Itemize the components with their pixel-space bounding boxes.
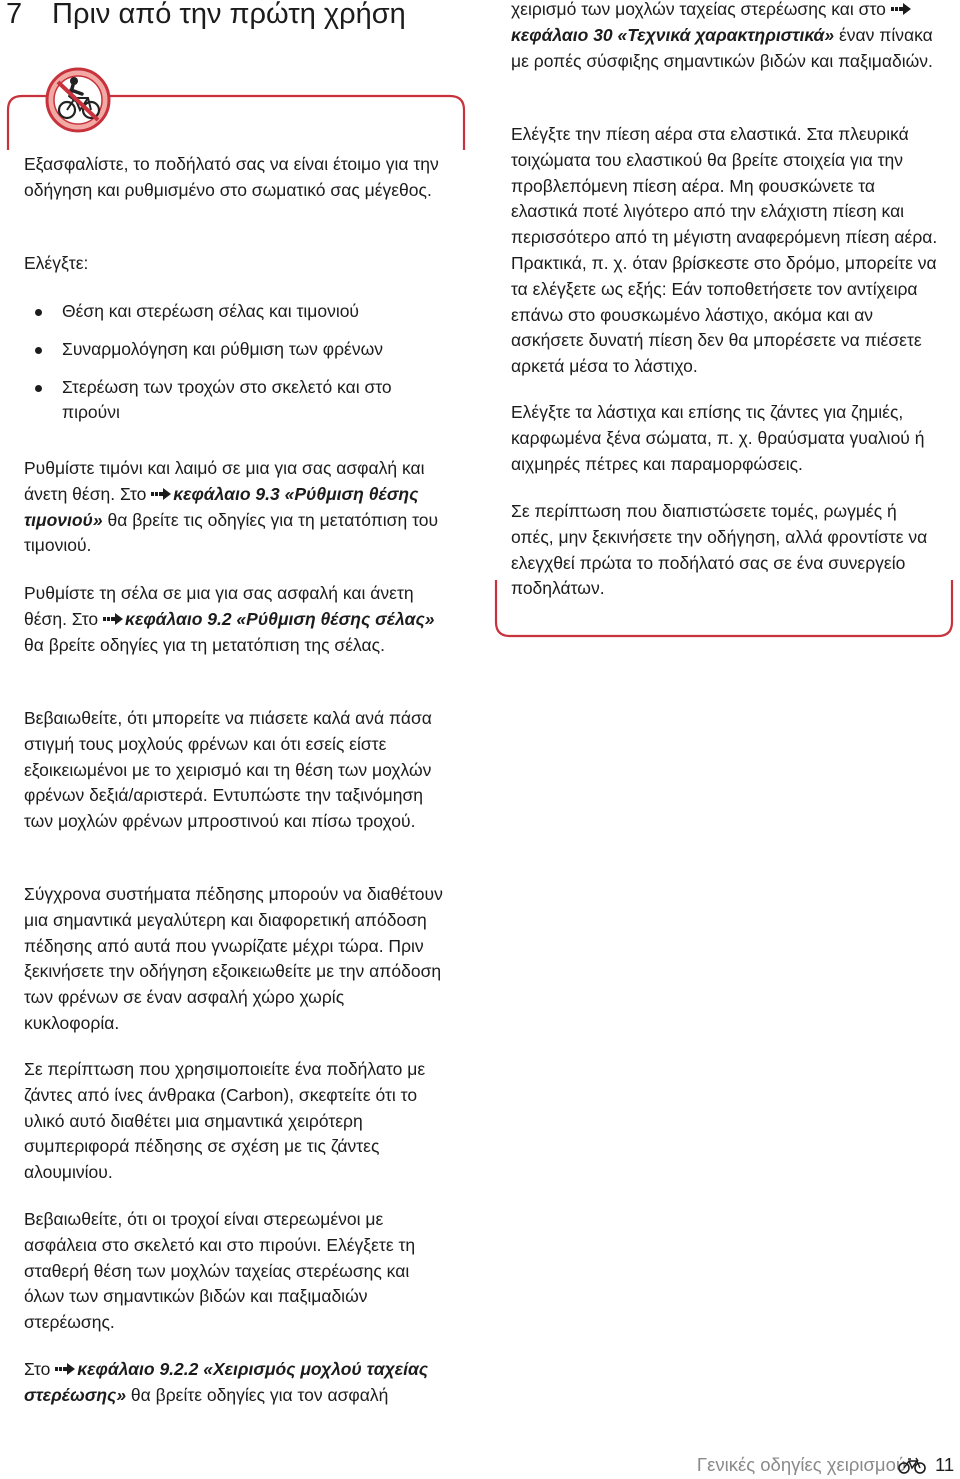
carbon-paragraph: Σε περίπτωση που χρησιμοποιείτε ένα ποδήλατο με ζάντες από ίνες άνθρακα (Carbon), σκεφτείτε ότι το υλικό αυτό διαθέτει μια σημαντικά χειρότερη συμπεριφορά πέδησης σε σχέση με τις ζάντες αλουμινίου.: [24, 1059, 426, 1183]
modern-brakes-paragraph: Σύγχρονα συστήματα πέδησης μπορούν να διαθέτουν μια σημαντικά μεγαλύτερη και διαφορετική απόδοση πέδησης από αυτά που γνωρίζατε μέχρι τώρα. Πριν ξεκινήσετε την οδήγηση εξοικειωθείτε με την απόδοση των φρένων σε έναν ασφαλή χώρο χωρίς κυκλοφορία.: [24, 884, 443, 1033]
cyclist-badge-icon: [44, 66, 112, 134]
continuation-paragraph: [511, 0, 941, 74]
brake-levers-paragraph: Βεβαιωθείτε, ότι μπορείτε να πιάσετε καλά ανά πάσα στιγμή τους μοχλούς φρένων και ότι εσείς είστε εξοικειωμένοι με το χειρισμό και τη θέση των μοχλών φρένων δεξιά/αριστερά. Εντυπώστε την ταξινόμηση των μοχλών φρένων μπροστινού και πίσω τροχού.: [24, 708, 432, 832]
tire-pressure-paragraph: Ελέγξτε την πίεση αέρα στα ελαστικά. Στα πλευρικά τοιχώματα του ελαστικού θα βρείτε στοιχεία για την προβλεπόμενη πίεση αέρα. Μη φουσκώνετε τα ελαστικά ποτέ λιγότερο από την ελάχιστη πίεση και περισσότερο από τη μέγιστη αναφερόμενη πίεση αέρα. Πρακτικά, π. χ. όταν βρίσκεστε στο δρόμο, μπορείτε να τα ελέγξετε ως εξής: Εάν τοποθετήσετε τον αντίχειρα επάνω στο φουσκωμένο λάστιχο, ακόμα και αν ασκήσετε δυνατή πίεση δεν θα μπορέσετε να πιέσετε αρκετά μέσα το λάστιχο.: [511, 124, 938, 377]
cross-reference-arrow-icon: [891, 2, 912, 16]
page-number: 11: [935, 1454, 955, 1475]
tire-damage-paragraph: Ελέγξτε τα λάστιχα και επίσης τις ζάντες για ζημιές, καρφωμένα ξένα σώματα, π. χ. θραύσματα γυαλιού ή αιχμηρές πέτρες και παραμορφώσεις.: [511, 402, 925, 474]
handlebar-text-before: Ρυθμίστε τιμόνι και λαιμό σε μια για σας ασφαλή και άνετη θέση. Στο: [24, 458, 425, 504]
footer-title: Γενικές οδηγίες χειρισμού: [696, 1454, 906, 1475]
saddle-text-after: θα βρείτε οδηγίες για τη μετατόπιση της σέλας.: [24, 634, 385, 655]
continuation-text-after: έναν πίνακα με ροπές σύσφιξης σημαντικών βιδών και παξιμαδιών.: [511, 24, 933, 71]
cross-reference-arrow-icon: [55, 1362, 76, 1376]
chapter-title: Πριν από την πρώτη χρήση: [52, 0, 406, 30]
damage-advice-paragraph: Σε περίπτωση που διαπιστώσετε τομές, ρωγμές ή οπές, μην ξεκινήσετε την οδήγηση, αλλά φροντίστε να ελεγχθεί πρώτα το ποδήλατό σας σε ένα συνεργείο ποδηλάτων.: [511, 501, 928, 599]
quick-release-chapter-link[interactable]: κεφάλαιο 9.2.2 «Χειρισμός μοχλού ταχείας στερέωσης»: [24, 1359, 429, 1405]
cross-reference-arrow-icon: [151, 487, 172, 501]
list-item: Συναρμολόγηση και ρύθμιση των φρένων: [24, 337, 444, 363]
handlebar-text-after: θα βρείτε τις οδηγίες για τη μετατόπιση του τιμονιού.: [24, 509, 439, 556]
continuation-text-before: χειρισμό των μοχλών ταχείας στερέωσης και στο: [511, 0, 891, 19]
quick-release-text-after: θα βρείτε οδηγίες για τον ασφαλή: [126, 1384, 389, 1405]
chapter-number: 7: [6, 0, 23, 30]
quick-release-text-before: Στο: [24, 1359, 56, 1379]
handlebar-paragraph: [24, 456, 444, 559]
bicycle-icon: [898, 1456, 926, 1474]
left-frame-top-right: [104, 96, 464, 150]
saddle-chapter-link[interactable]: κεφάλαιο 9.2 «Ρύθμιση θέσης σέλας»: [125, 608, 435, 629]
intro-paragraph: Εξασφαλίστε, το ποδήλατό σας να είναι έτοιμο για την οδήγηση και ρυθμισμένο στο σωματικό σας μέγεθος.: [24, 154, 439, 200]
check-list: [24, 299, 444, 426]
technical-data-chapter-link[interactable]: κεφάλαιο 30 «Τεχνικά χαρακτηριστικά»: [511, 24, 835, 45]
wheels-paragraph: Βεβαιωθείτε, ότι οι τροχοί είναι στερεωμένοι με ασφάλεια στο σκελετό και στο πιρούνι. Ελέγξετε τη σταθερή θέση των μοχλών ταχείας στερέωσης και όλων των σημαντικών βιδών και παξιμαδιών στερέωσης.: [24, 1209, 416, 1333]
saddle-text-before: Ρυθμίστε τη σέλα σε μια για σας ασφαλή και άνετη θέση. Στο: [24, 583, 414, 629]
cross-reference-arrow-icon: [103, 612, 124, 626]
handlebar-chapter-link[interactable]: κεφάλαιο 9.3 «Ρύθμιση θέσης τιμονιού»: [24, 483, 419, 530]
quick-release-paragraph: [24, 1357, 444, 1409]
list-item: Θέση και στερέωση σέλας και τιμονιού: [24, 299, 444, 325]
saddle-paragraph: [24, 581, 444, 658]
check-label: Ελέγξτε:: [24, 253, 89, 273]
list-item: Στερέωση των τροχών στο σκελετό και στο πιρούνι: [24, 375, 407, 427]
